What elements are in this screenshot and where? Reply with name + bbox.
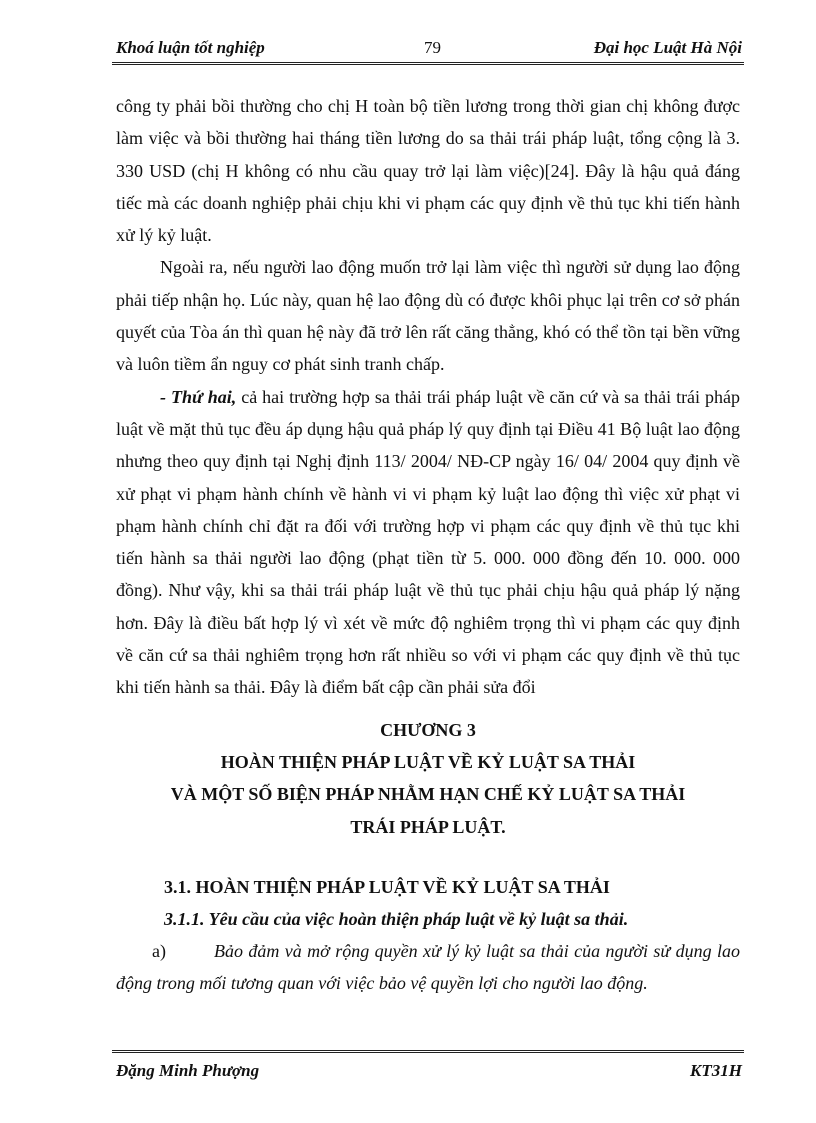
header-university: Đại học Luật Hà Nội: [593, 38, 742, 57]
paragraph-2: Ngoài ra, nếu người lao động muốn trở lại làm việc thì người sử dụng lao động phải tiếp nhận họ. Lúc này, quan hệ lao động dù có được khôi phục lại trên cơ sở phán quyết của Tòa án thì quan hệ này đã trở lên rất căng thẳng, khó có thể tồn tại bền vững và luôn tiềm ẩn nguy cơ phát sinh tranh chấp.: [116, 257, 740, 375]
chapter-title-line-1: HOÀN THIỆN PHÁP LUẬT VỀ KỶ LUẬT SA THẢI: [220, 751, 636, 772]
chapter-title-line-2: VÀ MỘT SỐ BIỆN PHÁP NHẰM HẠN CHẾ KỶ LUẬT SA THẢI: [170, 784, 686, 805]
list-item: [116, 935, 740, 999]
list-item-label: a): [152, 940, 166, 961]
list-item-text: Bảo đảm và mở rộng quyền xử lý kỷ luật sa thải của người sử dụng lao động trong mối tương quan với việc bảo vệ quyền lợi cho người lao động.: [116, 940, 740, 993]
page-footer: [112, 1050, 744, 1083]
paragraph-3: [116, 381, 740, 704]
page-body: [116, 90, 740, 999]
page-number: 79: [424, 38, 441, 57]
paragraph-3-text: cả hai trường hợp sa thải trái pháp luật về căn cứ và sa thải trái pháp luật về mặt thủ tục đều áp dụng hậu quả pháp lý quy định tại Điều 41 Bộ luật lao động nhưng theo quy định tại Nghị định 113/ 2004/ NĐ-CP ngày 16/ 04/ 2004 quy định về xử phạt vi phạm hành chính về hành vi vi phạm kỷ luật lao động thì việc xử phạt vi phạm hành chính chỉ đặt ra đối với trường hợp vi phạm các quy định về thủ tục khi tiến hành sa thải người lao động (phạt tiền từ 5. 000. 000 đồng đến 10. 000. 000 đồng). Như vậy, khi sa thải trái pháp luật về thủ tục phải chịu hậu quả pháp lý nặng hơn. Đây là điều bất hợp lý vì xét về mức độ nghiêm trọng thì vi phạm các quy định về căn cứ sa thải nghiêm trọng hơn rất nhiều so với vi phạm các quy định về thủ tục khi tiến hành sa thải. Đây là điểm bất cập cần phải sửa đổi: [116, 386, 741, 698]
footer-class: KT31H: [690, 1061, 742, 1080]
paragraph-3-lead: - Thứ hai,: [160, 386, 237, 407]
paragraph-1: công ty phải bồi thường cho chị H toàn bộ tiền lương trong thời gian chị không được làm việc và bồi thường hai tháng tiền lương do sa thải trái pháp luật, tổng cộng là 3. 330 USD (chị H không có nhu cầu quay trở lại làm việc)[24]. Đây là hậu quả đáng tiếc mà các doanh nghiệp phải chịu khi vi phạm các quy định về thủ tục khi tiến hành xử lý kỷ luật.: [116, 96, 740, 246]
chapter-number: CHƯƠNG 3: [380, 719, 476, 740]
subsection-heading: 3.1.1. Yêu cầu của việc hoàn thiện pháp luật về kỷ luật sa thải.: [164, 908, 629, 929]
footer-author: Đặng Minh Phượng: [116, 1061, 260, 1080]
page-header: [112, 36, 744, 65]
chapter-heading: [116, 714, 740, 843]
section-heading: 3.1. HOÀN THIỆN PHÁP LUẬT VỀ KỶ LUẬT SA THẢI: [164, 876, 610, 897]
chapter-title-line-3: TRÁI PHÁP LUẬT.: [350, 816, 506, 837]
header-thesis-label: Khoá luận tốt nghiệp: [116, 38, 265, 57]
